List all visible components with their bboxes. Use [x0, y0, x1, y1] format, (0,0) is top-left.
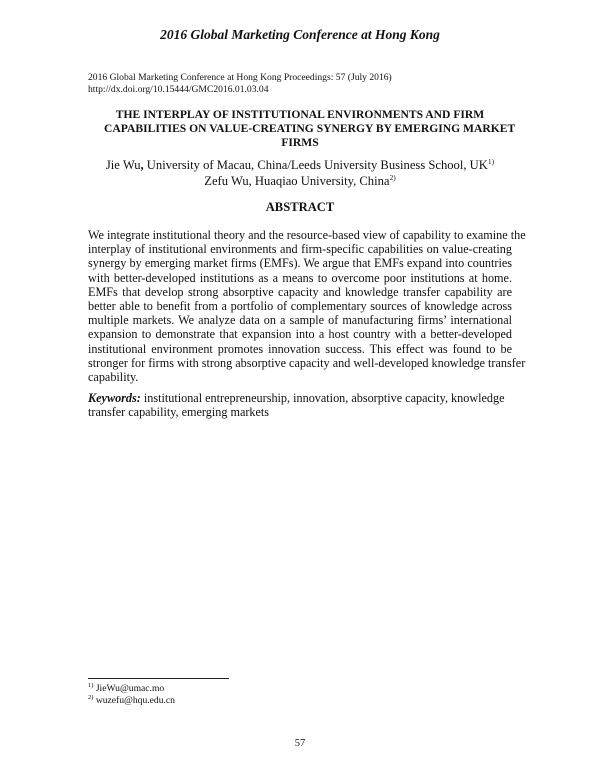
abstract-line: with better-developed institutions as a means to overcome poor institutions at home.	[88, 270, 512, 285]
abstract-text	[88, 228, 526, 385]
footnote-mark: 1)	[88, 682, 94, 689]
keywords-list: institutional entrepreneurship, innovation, absorptive capacity, knowledge transfer capability, emerging markets	[88, 391, 505, 420]
doi-link[interactable]: http://dx.doi.org/10.15444/GMC2016.01.03.04	[88, 83, 269, 95]
abstract-line: We integrate institutional theory and the resource-based view of capability to examine the	[88, 228, 526, 242]
proceedings-info	[88, 72, 392, 95]
footnote	[88, 695, 175, 707]
abstract-line: synergy by emerging market firms (EMFs). We argue that EMFs expand into countries	[88, 256, 512, 271]
keywords	[88, 391, 512, 419]
author-name: Zefu Wu	[204, 174, 249, 188]
author-affiliation: Huaqiao University, China	[251, 174, 390, 188]
abstract-line: multiple markets. We analyze data on a sample of manufacturing firms’ international	[88, 313, 512, 328]
running-head: 2016 Global Marketing Conference at Hong Kong	[160, 27, 440, 42]
footnote-email[interactable]: wuzefu@hqu.edu.cn	[93, 695, 175, 706]
abstract-line: expansion to demonstrate that expansion into a host country with a better-developed	[88, 327, 512, 342]
abstract-line: interplay of institutional environments and firm-specific capabilities on value-creating	[88, 242, 512, 257]
paper-title	[104, 108, 516, 149]
author-line	[0, 173, 600, 189]
title-line: CAPABILITIES ON VALUE-CREATING SYNERGY BY EMERGING MARKET	[104, 121, 516, 135]
footnote-marker: 1)	[487, 157, 495, 166]
abstract-line: stronger for firms with strong absorptive capacity and well-developed knowledge transfer	[88, 355, 526, 370]
author-name: Jie Wu	[105, 158, 141, 172]
abstract-line: institutional environment promotes innovation success. This effect was found to be	[88, 341, 512, 356]
footnote-divider	[88, 678, 229, 679]
footnote-email[interactable]: JieWu@umac.mo	[93, 683, 165, 694]
footnotes	[88, 683, 175, 707]
page-number: 57	[294, 738, 306, 749]
footnote	[88, 683, 175, 695]
abstract-heading: ABSTRACT	[265, 200, 335, 214]
footnote-mark: 2)	[88, 694, 94, 701]
author-separator: ,	[140, 158, 144, 172]
title-line: THE INTERPLAY OF INSTITUTIONAL ENVIRONMENTS AND FIRM	[115, 108, 485, 121]
footnote-marker: 2)	[389, 173, 396, 182]
author-line	[0, 157, 600, 173]
title-line: FIRMS	[281, 135, 319, 149]
abstract-line: better able to benefit from a portfolio of complementary sources of knowledge across	[88, 299, 512, 314]
author-separator: ,	[248, 174, 252, 188]
abstract-line: EMFs that develop strong absorptive capacity and knowledge transfer capability are	[88, 284, 512, 299]
author-affiliation: University of Macau, China/Leeds University Business School, UK	[143, 158, 488, 172]
author-block	[0, 157, 600, 189]
proceedings-citation: 2016 Global Marketing Conference at Hong Kong Proceedings: 57 (July 2016)	[88, 72, 392, 83]
abstract-line: capability.	[88, 370, 139, 385]
keywords-label: Keywords:	[88, 391, 141, 405]
